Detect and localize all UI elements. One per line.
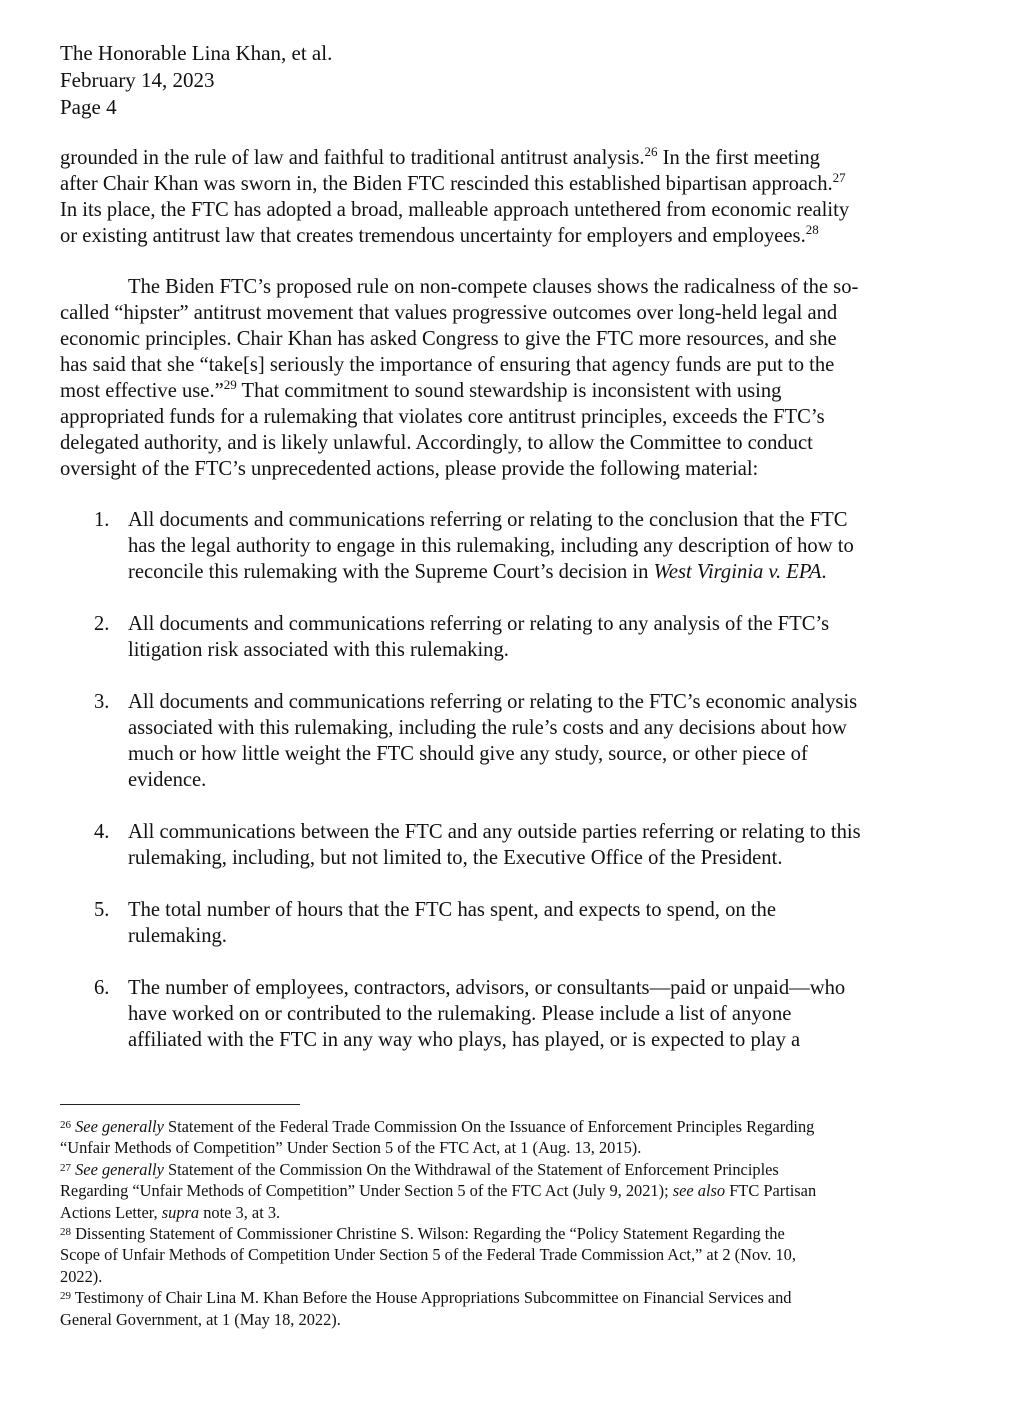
footnote-line [60,1180,950,1201]
date-line: February 14, 2023 [60,68,215,92]
footnote-divider [60,1104,300,1105]
text-run: grounded in the rule of law and faithful to traditional antitrust analysis. [60,147,645,169]
text-run: That commitment to sound stewardship is inconsistent with using [236,380,782,402]
list-line: evidence. [128,769,207,791]
paragraph-line: oversight of the FTC’s unprecedented actions, please provide the following material: [60,458,759,480]
list-line: All communications between the FTC and any outside parties referring or relating to this [128,821,861,843]
text-run: Statement of the Federal Trade Commission On the Issuance of Enforcement Principles Regarding [163,1117,815,1136]
list-line [128,559,940,585]
request-list [60,507,940,1053]
paragraph-line [60,223,940,249]
paragraph-line [60,171,940,197]
text-run: Testimony of Chair Lina M. Khan Before the House Appropriations Subcommittee on Financial Services and [71,1288,792,1308]
text-run: most effective use.” [60,380,224,402]
paragraph-line: called “hipster” antitrust movement that values progressive outcomes over long-held legal and [60,302,838,324]
list-line: affiliated with the FTC in any way who plays, has played, or is expected to play a [128,1029,801,1051]
list-item [60,611,940,663]
footnote-ref-26: 26 [644,144,658,160]
list-line: have worked on or contributed to the rulemaking. Please include a list of anyone [128,1003,792,1025]
text-run: after Chair Khan was sworn in, the Biden FTC rescinded this established bipartisan approach. [60,173,833,195]
list-number: 1. [94,509,110,531]
footnote-line [60,1116,950,1137]
footnote-number: 27 [60,1161,71,1174]
signal-italic: See generally [75,1117,164,1136]
footnotes [60,1116,950,1330]
text-run: FTC Partisan [725,1181,817,1201]
page-number: Page 4 [60,95,117,119]
paragraph-line: has said that she “take[s] seriously the importance of ensuring that agency funds are put to the [60,354,835,376]
list-number: 2. [94,613,110,635]
list-item [60,819,940,871]
footnote-number: 29 [60,1290,71,1303]
list-line: All documents and communications referring or relating to the FTC’s economic analysis [128,691,858,713]
paragraph-line: economic principles. Chair Khan has asked Congress to give the FTC more resources, and she [60,328,837,350]
list-line: All documents and communications referring or relating to the conclusion that the FTC [128,509,848,531]
text-run: note 3, at 3. [199,1202,281,1222]
footnote-ref-27: 27 [832,170,846,186]
signal-italic: see also [672,1181,726,1201]
list-line: rulemaking. [128,925,227,947]
footnote-26 [60,1116,950,1159]
footnote-ref-29: 29 [223,377,237,393]
footnote-27 [60,1159,950,1223]
paragraph-line [60,145,940,171]
list-line: The number of employees, contractors, advisors, or consultants—paid or unpaid—who [128,977,846,999]
list-item [60,689,940,793]
list-number: 5. [94,899,110,921]
paragraph-line [60,378,940,404]
letter-header [60,40,332,121]
recipient-line: The Honorable Lina Khan, et al. [60,41,333,65]
list-line: has the legal authority to engage in this rulemaking, including any description of how to [128,535,854,557]
footnote-line: 2022). [60,1266,103,1286]
footnote-29 [60,1287,950,1330]
paragraph-2 [60,274,940,482]
list-item [60,975,940,1053]
list-line: litigation risk associated with this rulemaking. [128,639,509,661]
text-run: . [821,561,827,583]
footnote-line [60,1202,950,1223]
paragraph-line: The Biden FTC’s proposed rule on non-compete clauses shows the radicalness of the so- [128,276,859,298]
footnote-line [60,1223,950,1244]
text-run: or existing antitrust law that creates tremendous uncertainty for employers and employees. [60,225,806,247]
paragraph-1 [60,145,940,249]
text-run: Statement of the Commission On the Withdrawal of the Statement of Enforcement Principles [163,1159,779,1179]
text-run: In the first meeting [657,147,820,169]
list-number: 6. [94,977,110,999]
footnote-line: “Unfair Methods of Competition” Under Section 5 of the FTC Act, at 1 (Aug. 13, 2015). [60,1138,642,1158]
text-run: Actions Letter, [60,1202,162,1222]
list-line: The total number of hours that the FTC has spent, and expects to spend, on the [128,899,776,921]
letter-body [60,145,940,1079]
case-name: West Virginia v. EPA [653,561,822,583]
paragraph-line: In its place, the FTC has adopted a broad, malleable approach untethered from economic reality [60,199,850,221]
footnote-line: General Government, at 1 (May 18, 2022). [60,1309,341,1329]
list-line: much or how little weight the FTC should give any study, source, or other piece of [128,743,808,765]
text-run: Regarding “Unfair Methods of Competition” Under Section 5 of the FTC Act (July 9, 2021); [60,1181,673,1201]
signal-italic: supra [161,1202,200,1222]
list-number: 4. [94,821,110,843]
footnote-line [60,1159,950,1180]
list-line: associated with this rulemaking, including the rule’s costs and any decisions about how [128,717,847,739]
list-item [60,897,940,949]
footnote-number: 26 [60,1119,71,1131]
footnote-line: Scope of Unfair Methods of Competition Under Section 5 of the Federal Trade Commission Act,” at 2 (Nov. 10, [60,1245,796,1265]
list-number: 3. [94,691,110,713]
text-run: Dissenting Statement of Commissioner Christine S. Wilson: Regarding the “Policy Statement Regarding the [71,1224,785,1244]
paragraph-line: delegated authority, and is likely unlawful. Accordingly, to allow the Committee to conduct [60,432,813,454]
footnote-number: 28 [60,1226,71,1239]
list-line: All documents and communications referring or relating to any analysis of the FTC’s [128,613,830,635]
footnote-ref-28: 28 [805,222,819,238]
paragraph-line: appropriated funds for a rulemaking that violates core antitrust principles, exceeds the FTC’s [60,406,825,428]
signal-italic: See generally [75,1159,164,1179]
footnote-line [60,1287,950,1308]
list-item [60,507,940,585]
text-run: reconcile this rulemaking with the Supreme Court’s decision in [128,561,654,583]
footnote-28 [60,1223,950,1287]
list-line: rulemaking, including, but not limited to, the Executive Office of the President. [128,847,783,869]
